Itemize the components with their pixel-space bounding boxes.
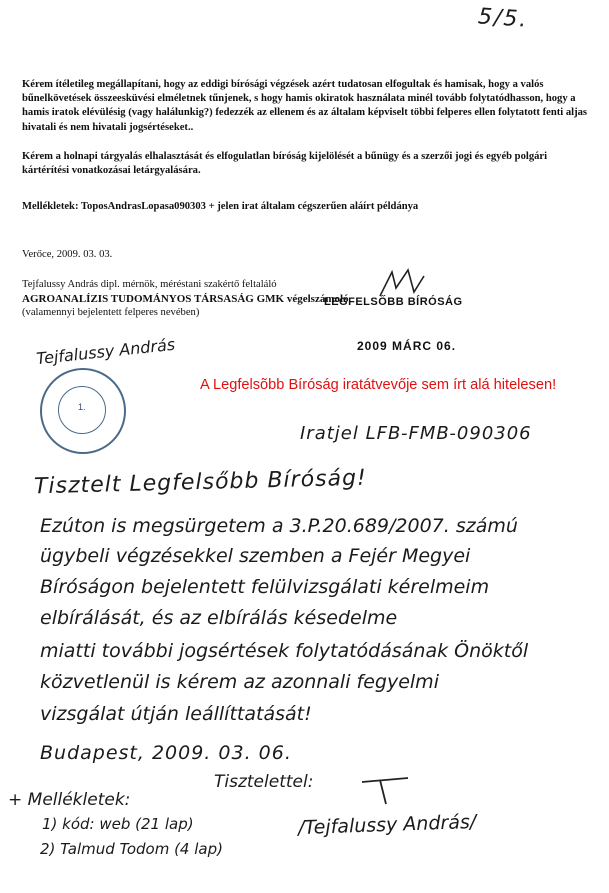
file-reference: Iratjel LFB-FMB-090306 bbox=[300, 423, 532, 444]
court-stamp: LEGFELSŐBB BÍRÓSÁG bbox=[324, 296, 463, 308]
stamp-date: 2009 MÁRC 06. bbox=[357, 339, 457, 353]
greeting: Tisztelt Legfelsőbb Bíróság! bbox=[33, 465, 368, 500]
letter-line-1: Ezúton is megsürgetem a 3.P.20.689/2007. számú bbox=[40, 515, 518, 537]
seal-number: 1. bbox=[78, 402, 86, 412]
attachments-line: Mellékletek: ToposAndrasLopasa090303 + jelen irat általam cégszerűen aláírt példánya bbox=[22, 201, 419, 212]
letter-line-7: vizsgálat útján leállíttatását! bbox=[40, 703, 312, 725]
para2-prefix: Kérem a bbox=[22, 151, 64, 162]
attachment-1: 1) kód: web (21 lap) bbox=[42, 815, 194, 833]
para2-strong: holnapi tárgyalás bbox=[63, 151, 143, 162]
attachment-2: 2) Talmud Todom (4 lap) bbox=[40, 840, 223, 858]
city-date: Budapest, 2009. 03. 06. bbox=[40, 742, 292, 764]
company-line: AGROANALÍZIS TUDOMÁNYOS TÁRSASÁG GMK végelszámoló bbox=[22, 293, 349, 305]
request-paragraph-2 bbox=[22, 150, 592, 178]
letter-line-5: miatti további jogsértések folytatódásának Önöktől bbox=[40, 640, 529, 662]
letter-line-4: elbírálását, és az elbírálás késedelme bbox=[40, 607, 398, 629]
signature-mark-icon bbox=[356, 772, 416, 808]
regards: Tisztelettel: bbox=[214, 772, 314, 792]
red-annotation: A Legfelsõbb Bíróság iratátvevője sem írt alá hitelesen! bbox=[200, 377, 557, 393]
page-number: 5/5. bbox=[477, 4, 530, 33]
request-paragraph-1: Kérem ítéletileg megállapítani, hogy az eddigi bírósági végzések azért tudatosan elfogultak és hamisak, hogy a valós bűnelkövetések összeesküvési elméletnek tűnjenek, s hogy hamis okiratok használata minél tovább folytatódhasson, hogy a hamis iratok elévülésig (vagy halálunkig?) fedezzék az ellenem és az általam képviselt többi felperes ellen folytatott fenti aljas hivatali és nem hivatali jogsértéseket.. bbox=[22, 79, 588, 133]
attachments-heading: + Mellékletek: bbox=[8, 790, 131, 810]
letter-line-6: közvetlenül is kérem az azonnali fegyelmi bbox=[40, 671, 439, 693]
signer-name: /Tejfalussy András/ bbox=[297, 810, 477, 840]
place-date: Verőce, 2009. 03. 03. bbox=[22, 249, 113, 260]
signer-line: Tejfalussy András dipl. mérnök, méréstani szakértő feltaláló bbox=[22, 279, 277, 290]
behalf-line: (valamennyi bejelentett felperes nevében) bbox=[22, 307, 200, 318]
letter-line-2: ügybeli végzésekkel szemben a Fejér Megyei bbox=[40, 545, 471, 567]
handwritten-signature: Tejfalussy András bbox=[35, 334, 176, 369]
para2-rest: elhalasztását és elfogulatlan bíróság kijelölését a bűnügy és a szerzői jogi és egyéb polgári kártérítési vonatkozásai letárgyalására. bbox=[22, 151, 548, 177]
letter-line-3: Bíróságon bejelentett felülvizsgálati kérelmeim bbox=[40, 576, 490, 598]
